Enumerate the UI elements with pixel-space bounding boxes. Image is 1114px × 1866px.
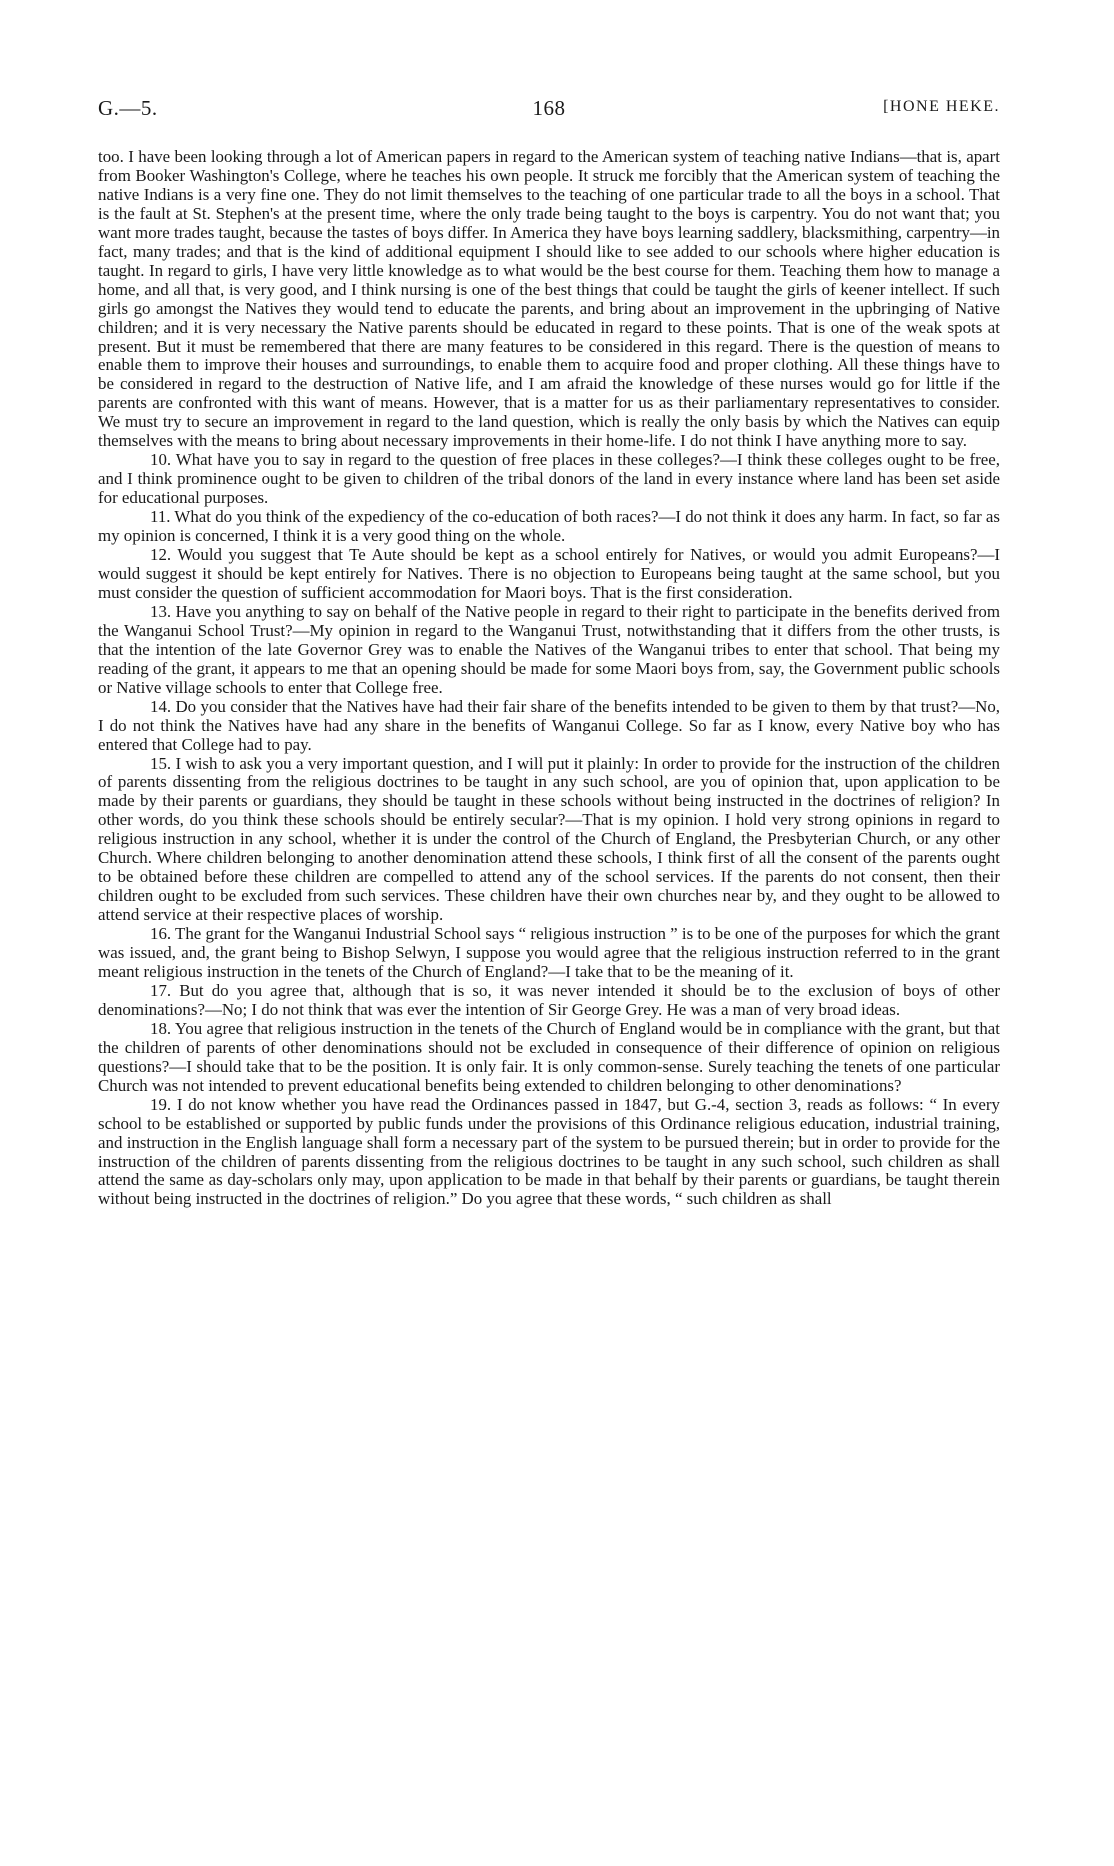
paragraph-q19: 19. I do not know whether you have read the Ordinances passed in 1847, but G.-4, section 3, reads as follows: “ In every school to be established or supported by public funds under the provisions of this Ordinance religious education, industrial training, and instruction in the English language shall form a necessary part of the system to be pursued therein; but in order to provide for the instruction of the children of parents dissenting from the religious doctrines to be taught in any such school, such children as shall attend the same as day-scholars only may, upon application to be made in that behalf by their parents or guardians, be taught therein without being instructed in the doctrines of religion.” Do you agree that these words, “ such children as shall (98, 1094, 1000, 1209)
body-text (98, 148, 1000, 1209)
paragraph-q18: 18. You agree that religious instruction in the tenets of the Church of England would be in compliance with the grant, but that the children of parents of other denominations should not be excluded in consequence of their difference of opinion on religious questions?—I should take that to be the position. It is only fair. It is only common-sense. Surely teaching the tenets of one particular Church was not intended to prevent educational benefits being extended to children belonging to other denominations? (98, 1018, 1000, 1095)
paragraph-q14: 14. Do you consider that the Natives have had their fair share of the benefits intended to be given to them by that trust?—No, I do not think the Natives have had any share in the benefits of Wanganui College. So far as I know, every Native boy who has entered that College had to pay. (98, 696, 1000, 754)
document-reference: G.—5. (98, 96, 158, 120)
paragraph-q11: 11. What do you think of the expediency of the co-education of both races?—I do not think it does any harm. In fact, so far as my opinion is concerned, I think it is a very good thing on the whole. (98, 507, 1000, 546)
page-number: 168 (532, 96, 566, 120)
page-header (98, 96, 1000, 136)
paragraph-q13: 13. Have you anything to say on behalf of the Native people in regard to their right to participate in the benefits derived from the Wanganui School Trust?—My opinion in regard to the Wanganui Trust, notwithstanding that it differs from the other trusts, is that the intention of the late Governor Grey was to enable the Natives of the Wanganui tribes to enter that school. That being my reading of the grant, it appears to me that an opening should be made for some Maori boys from, say, the Government public schools or Native village schools to enter that College free. (98, 601, 1000, 697)
paragraph-q17: 17. But do you agree that, although that is so, it was never intended it should be to the exclusion of boys of other denominations?—No; I do not think that was ever the intention of Sir George Grey. He was a man of very broad ideas. (98, 980, 1000, 1019)
paragraph-q10: 10. What have you to say in regard to the question of free places in these colleges?—I think these colleges ought to be free, and I think prominence ought to be given to children of the tribal donors of the land in every instance where land has been set aside for educational purposes. (98, 450, 1000, 508)
paragraph-q16: 16. The grant for the Wanganui Industrial School says “ religious instruction ” is to be one of the purposes for which the grant was issued, and, the grant being to Bishop Selwyn, I suppose you would agree that the religious instruction referred to in the grant meant religious instruction in the tenets of the Church of England?—I take that to be the meaning of it. (98, 924, 1000, 981)
paragraph-q15: 15. I wish to ask you a very important question, and I will put it plainly: In order to provide for the instruction of the children of parents dissenting from the religious doctrines to be taught in any such school, are you of opinion that, upon application to be made by their parents or guardians, they should be taught in these schools without being instructed in the doctrines of religion? In other words, do you think these schools should be entirely secular?—That is my opinion. I hold very strong opinions in regard to religious instruction in any school, whether it is under the control of the Church of England, the Presbyterian Church, or any other Church. Where children belonging to another denomination attend these schools, I think first of all the consent of the parents ought to be obtained before these children are compelled to attend any of the school services. If the parents do not consent, then their children ought to be excluded from such services. These children have their own churches near by, and they ought to be allowed to attend service at their respective places of worship. (98, 753, 1000, 925)
paragraph-q12: 12. Would you suggest that Te Aute should be kept as a school entirely for Natives, or would you admit Europeans?—I would suggest it should be kept entirely for Natives. There is no objection to Europeans being taught at the same school, but you must consider the question of sufficient accommodation for Maori boys. That is the first consideration. (98, 545, 1000, 602)
speaker-name: [HONE HEKE. (883, 98, 1000, 115)
document-page (98, 96, 1000, 1209)
paragraph-continuation: too. I have been looking through a lot of American papers in regard to the American system of teaching native Indians—that is, apart from Booker Washington's College, where he teaches his own people. It struck me forcibly that the American system of teaching the native Indians is a very fine one. They do not limit themselves to the teaching of one particular trade to all the boys in a school. That is the fault at St. Stephen's at the present time, where the only trade being taught to the boys is carpentry. You do not want that; you want more trades taught, because the tastes of boys differ. In America they have boys learning saddlery, blacksmithing, carpentry—in fact, many trades; and that is the kind of additional equipment I should like to see added to our schools where higher education is taught. In regard to girls, I have very little knowledge as to what would be the best course for them. Teaching them how to manage a home, and all that, is very good, and I think nursing is one of the best things that could be taught the girls of keener intellect. If such girls go amongst the Natives they would tend to educate the parents, and bring about an improvement in the upbringing of Native children; and it is very necessary the Native parents should be educated in regard to these points. That is one of the weak spots at present. But it must be remembered that there are many features to be considered in this regard. There is the question of means to enable them to improve their houses and surroundings, to enable them to acquire food and proper clothing. All these things have to be considered in regard to the destruction of Native life, and I am afraid the knowledge of these nurses would go for little if the parents are confronted with this want of means. However, that is a matter for us as their parliamentary representatives to consider. We must try to secure an improvement in regard to the land question, which is really the only basis by which the Natives can equip themselves with the means to bring about necessary improvements in their home-life. I do not think I have anything more to say. (98, 147, 1000, 451)
